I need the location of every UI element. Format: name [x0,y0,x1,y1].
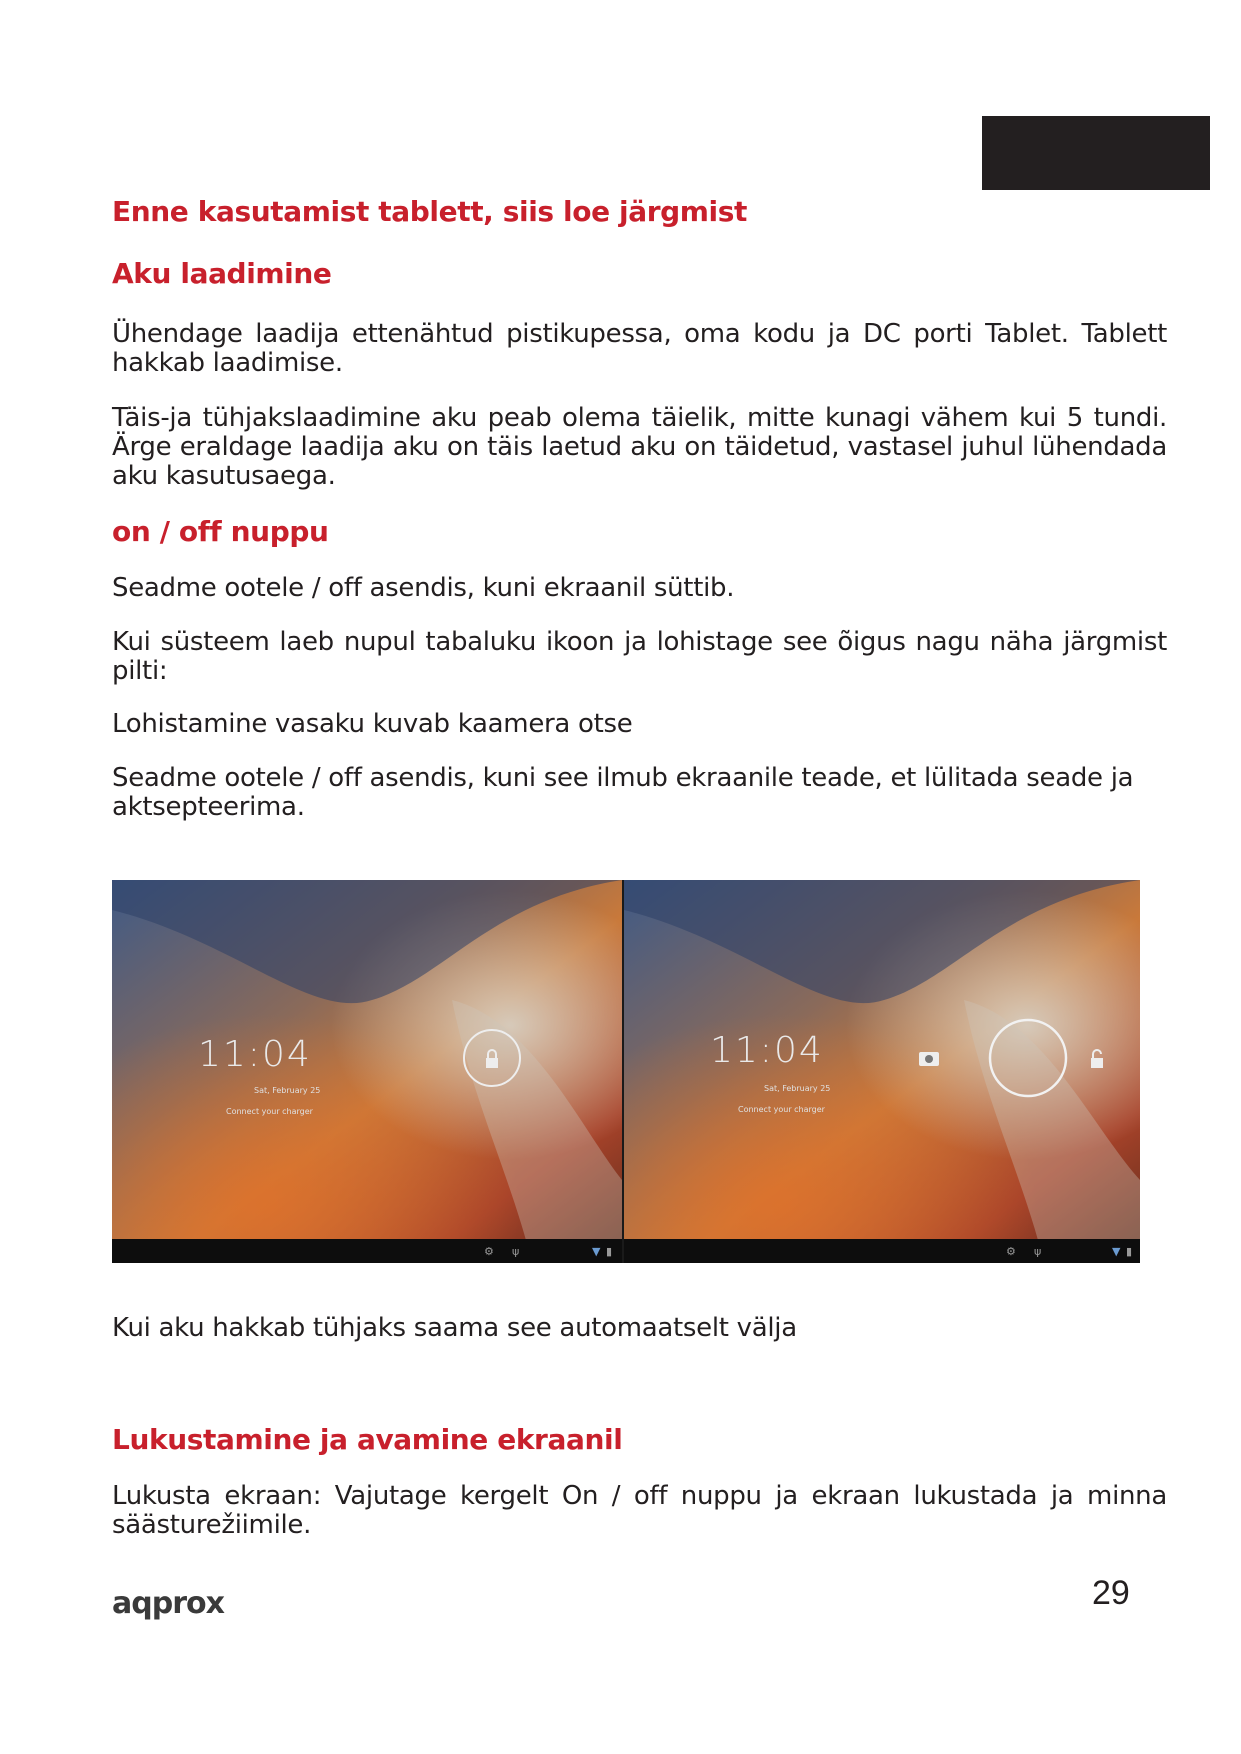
section-title-power: on / off nuppu [112,515,329,548]
lockscreen-charger-text: Connect your charger [738,1105,825,1114]
battery-icon: ▮ [1126,1245,1133,1258]
lockscreen-time: 11:04 [710,1030,824,1071]
power-paragraph-1: Seadme ootele / off asendis, kuni ekraanil süttib. [112,573,735,603]
lockscreen-left [112,880,622,1263]
battery-icon: ▮ [606,1245,613,1258]
system-bar [112,1239,622,1263]
page-title: Enne kasutamist tablett, siis loe järgmist [112,195,747,228]
usb-icon: ⚙ [484,1245,494,1258]
lockscreen-date: Sat, February 25 [254,1086,321,1095]
power-paragraph-4: Seadme ootele / off asendis, kuni see ilmub ekraanile teade, et lülitada seade ja aktsepteerima. [112,763,1134,822]
unlock-icon [1091,1058,1103,1068]
section-title-lock: Lukustamine ja avamine ekraanil [112,1423,623,1456]
page-number: 29 [1092,1574,1130,1612]
power-paragraph-2: Kui süsteem laeb nupul tabaluku ikoon ja lohistage see õigus nagu näha järgmist pilti: [112,627,1167,686]
charging-paragraph-2: Täis-ja tühjakslaadimine aku peab olema täielik, mitte kunagi vähem kui 5 tundi. Ärge eraldage laadija aku on täis laetud aku on täidetud, vastasel juhul lühendada aku kasutusaega. [112,403,1167,491]
lockscreen-screenshots [112,880,1140,1263]
usb-icon: ⚙ [1006,1245,1016,1258]
wifi-icon: ▼ [1112,1245,1121,1258]
charging-paragraph-1: Ühendage laadija ettenähtud pistikupessa, oma kodu ja DC porti Tablet. Tablett hakkab laadimise. [112,319,1167,378]
usb-debug-icon: ψ [512,1245,520,1258]
usb-debug-icon: ψ [1034,1245,1042,1258]
brand-logo: aqprox [112,1586,224,1621]
chapter-tab [982,116,1210,190]
power-paragraph-3: Lohistamine vasaku kuvab kaamera otse [112,709,633,739]
lockscreen-charger-text: Connect your charger [226,1107,313,1116]
wifi-icon: ▼ [592,1245,601,1258]
section-title-charging: Aku laadimine [112,257,332,290]
system-bar [624,1239,1140,1263]
battery-note: Kui aku hakkab tühjaks saama see automaatselt välja [112,1313,797,1343]
padlock-icon [486,1058,498,1068]
lockscreen-time: 11:04 [198,1034,312,1075]
lock-paragraph-1: Lukusta ekraan: Vajutage kergelt On / off nuppu ja ekraan lukustada ja minna säästurežiimile. [112,1481,1167,1540]
lockscreen-right [624,880,1140,1263]
lockscreen-date: Sat, February 25 [764,1084,831,1093]
